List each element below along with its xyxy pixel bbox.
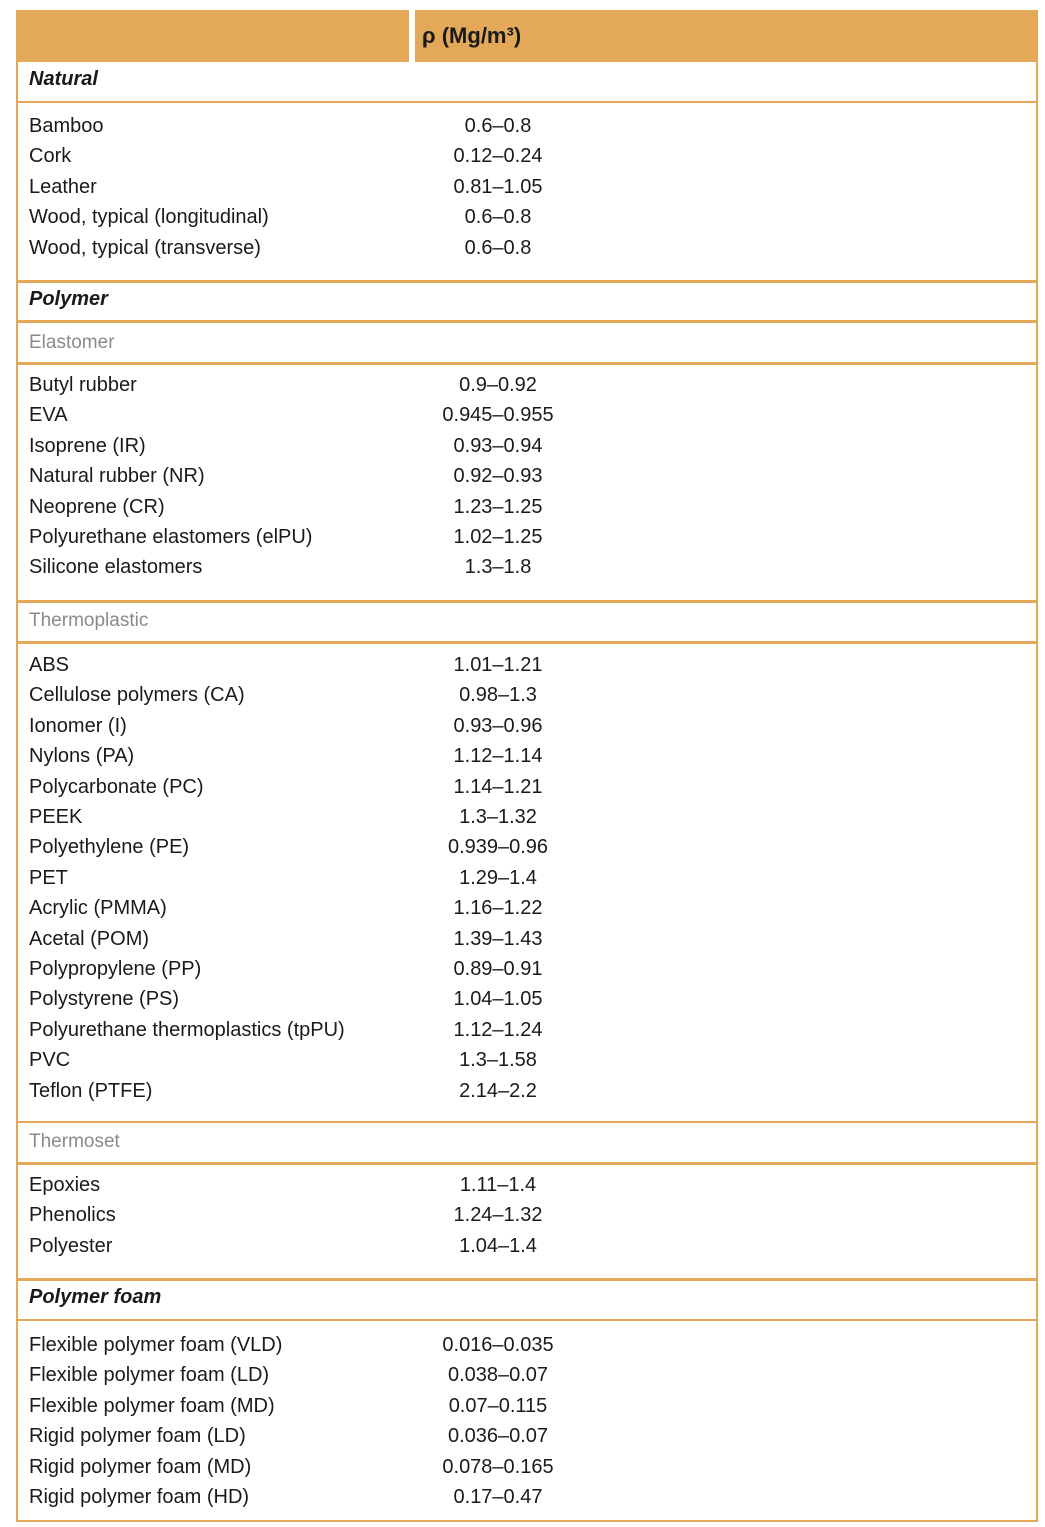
material-name: Polycarbonate (PC)	[29, 775, 204, 798]
table-row	[29, 776, 1029, 806]
table-row	[29, 237, 1029, 267]
table-row	[29, 526, 1029, 556]
density-value: 1.12–1.24	[453, 1018, 543, 1041]
material-name: Rigid polymer foam (LD)	[29, 1425, 246, 1448]
material-name: Teflon (PTFE)	[29, 1079, 153, 1102]
density-value: 0.9–0.92	[459, 374, 537, 396]
table-row	[29, 374, 1029, 404]
table-row	[29, 1235, 1029, 1265]
header-divider	[409, 10, 415, 62]
divider	[18, 1278, 1036, 1281]
table-row	[29, 206, 1029, 236]
density-table	[16, 10, 1038, 1522]
divider	[18, 101, 1036, 103]
divider	[18, 320, 1036, 323]
density-value: 1.01–1.21	[453, 654, 543, 676]
table-row	[29, 897, 1029, 927]
density-value: 0.6–0.8	[464, 236, 532, 259]
density-value: 0.945–0.955	[442, 404, 554, 427]
density-value: 1.3–1.8	[464, 556, 532, 579]
category-polymer: Polymer	[29, 288, 108, 310]
table-row	[29, 684, 1029, 714]
table-row	[29, 465, 1029, 495]
divider	[18, 362, 1036, 365]
material-name: Polyester	[29, 1234, 113, 1257]
divider	[18, 1121, 1036, 1123]
density-value: 1.16–1.22	[453, 897, 543, 920]
table-row	[29, 1080, 1029, 1110]
density-value: 1.23–1.25	[453, 495, 543, 518]
subcategory-thermoplastic: Thermoplastic	[29, 610, 149, 631]
table-row	[29, 556, 1029, 586]
material-name: Polyethylene (PE)	[29, 836, 190, 859]
density-value: 0.93–0.94	[453, 434, 543, 457]
density-value: 2.14–2.2	[459, 1079, 537, 1102]
material-name: ABS	[29, 654, 70, 676]
table-row	[29, 1019, 1029, 1049]
table-row	[29, 988, 1029, 1018]
density-value: 0.038–0.07	[447, 1364, 549, 1387]
table-row	[29, 928, 1029, 958]
table-row	[29, 404, 1029, 434]
density-column-header: ρ (Mg/m³)	[422, 23, 522, 48]
material-name: EVA	[29, 404, 68, 427]
material-name: Polyurethane thermoplastics (tpPU)	[29, 1018, 345, 1041]
material-name: PVC	[29, 1049, 71, 1072]
material-name: Leather	[29, 175, 97, 198]
table-row	[29, 1049, 1029, 1079]
density-value: 1.14–1.21	[453, 775, 543, 798]
density-value: 0.17–0.47	[453, 1486, 543, 1508]
table-row	[29, 115, 1029, 145]
material-name: Rigid polymer foam (MD)	[29, 1455, 252, 1478]
table-row	[29, 176, 1029, 206]
density-value: 0.07–0.115	[448, 1394, 548, 1417]
density-value: 1.02–1.25	[453, 526, 543, 548]
density-value: 1.29–1.4	[459, 866, 537, 889]
table-row	[29, 1364, 1029, 1394]
material-name: Wood, typical (transverse)	[29, 236, 261, 259]
table-row	[29, 654, 1029, 684]
material-name: Ionomer (I)	[29, 714, 127, 737]
material-name: Silicone elastomers	[29, 556, 203, 579]
table-row	[29, 867, 1029, 897]
density-value: 1.39–1.43	[453, 927, 543, 950]
density-value: 0.078–0.165	[442, 1455, 554, 1478]
density-value: 0.89–0.91	[453, 958, 543, 980]
material-name: Phenolics	[29, 1204, 116, 1227]
density-value: 1.04–1.4	[459, 1234, 537, 1257]
density-value: 1.04–1.05	[453, 988, 543, 1011]
divider	[18, 1162, 1036, 1165]
density-value: 0.93–0.96	[453, 714, 543, 737]
table-row	[29, 1486, 1029, 1516]
material-name: Flexible polymer foam (VLD)	[29, 1334, 283, 1356]
subcategory-elastomer: Elastomer	[29, 332, 115, 353]
table-row	[29, 1395, 1029, 1425]
table-row	[29, 496, 1029, 526]
density-value: 1.3–1.32	[459, 806, 537, 828]
material-name: Epoxies	[29, 1174, 101, 1196]
density-value: 0.036–0.07	[447, 1425, 549, 1448]
material-name: Polypropylene (PP)	[29, 958, 202, 980]
density-value: 0.81–1.05	[453, 175, 543, 198]
table-row	[29, 1174, 1029, 1204]
density-value: 0.12–0.24	[453, 145, 543, 168]
table-row	[29, 435, 1029, 465]
material-name: Acetal (POM)	[29, 927, 150, 950]
material-name: Cellulose polymers (CA)	[29, 684, 245, 707]
table-row	[29, 806, 1029, 836]
density-value: 0.98–1.3	[459, 684, 537, 707]
material-name: Acrylic (PMMA)	[29, 897, 167, 920]
density-value: 0.6–0.8	[464, 115, 532, 137]
category-natural: Natural	[29, 68, 98, 90]
table-row	[29, 1204, 1029, 1234]
category-polymer-foam: Polymer foam	[29, 1286, 162, 1308]
density-value: 0.6–0.8	[464, 206, 532, 229]
material-name: Polyurethane elastomers (elPU)	[29, 526, 313, 548]
material-name: Wood, typical (longitudinal)	[29, 206, 269, 229]
material-name: Natural rubber (NR)	[29, 465, 205, 488]
material-name: Bamboo	[29, 115, 104, 137]
table-row	[29, 958, 1029, 988]
material-name: Rigid polymer foam (HD)	[29, 1486, 250, 1508]
density-value: 0.939–0.96	[447, 836, 549, 859]
material-name: PET	[29, 866, 68, 889]
table-row	[29, 715, 1029, 745]
material-name: Nylons (PA)	[29, 745, 135, 768]
table-header	[18, 10, 1036, 62]
material-name: Polystyrene (PS)	[29, 988, 180, 1011]
density-value: 1.24–1.32	[453, 1204, 543, 1227]
divider	[18, 600, 1036, 603]
table-row	[29, 745, 1029, 775]
density-value: 0.016–0.035	[442, 1334, 554, 1356]
density-value: 0.92–0.93	[453, 465, 543, 488]
subcategory-thermoset: Thermoset	[29, 1131, 120, 1152]
table-row	[29, 1425, 1029, 1455]
density-value: 1.12–1.14	[453, 745, 543, 768]
material-name: PEEK	[29, 806, 83, 828]
table-row	[29, 1456, 1029, 1486]
material-name: Isoprene (IR)	[29, 434, 146, 457]
material-name: Flexible polymer foam (LD)	[29, 1364, 270, 1387]
density-value: 1.11–1.4	[459, 1174, 537, 1196]
material-name: Flexible polymer foam (MD)	[29, 1394, 275, 1417]
material-name: Butyl rubber	[29, 374, 137, 396]
material-name: Neoprene (CR)	[29, 495, 165, 518]
material-name: Cork	[29, 145, 72, 168]
table-row	[29, 1334, 1029, 1364]
divider	[18, 641, 1036, 644]
table-row	[29, 836, 1029, 866]
table-row	[29, 145, 1029, 175]
divider	[18, 280, 1036, 283]
divider	[18, 1319, 1036, 1321]
density-value: 1.3–1.58	[459, 1049, 537, 1072]
